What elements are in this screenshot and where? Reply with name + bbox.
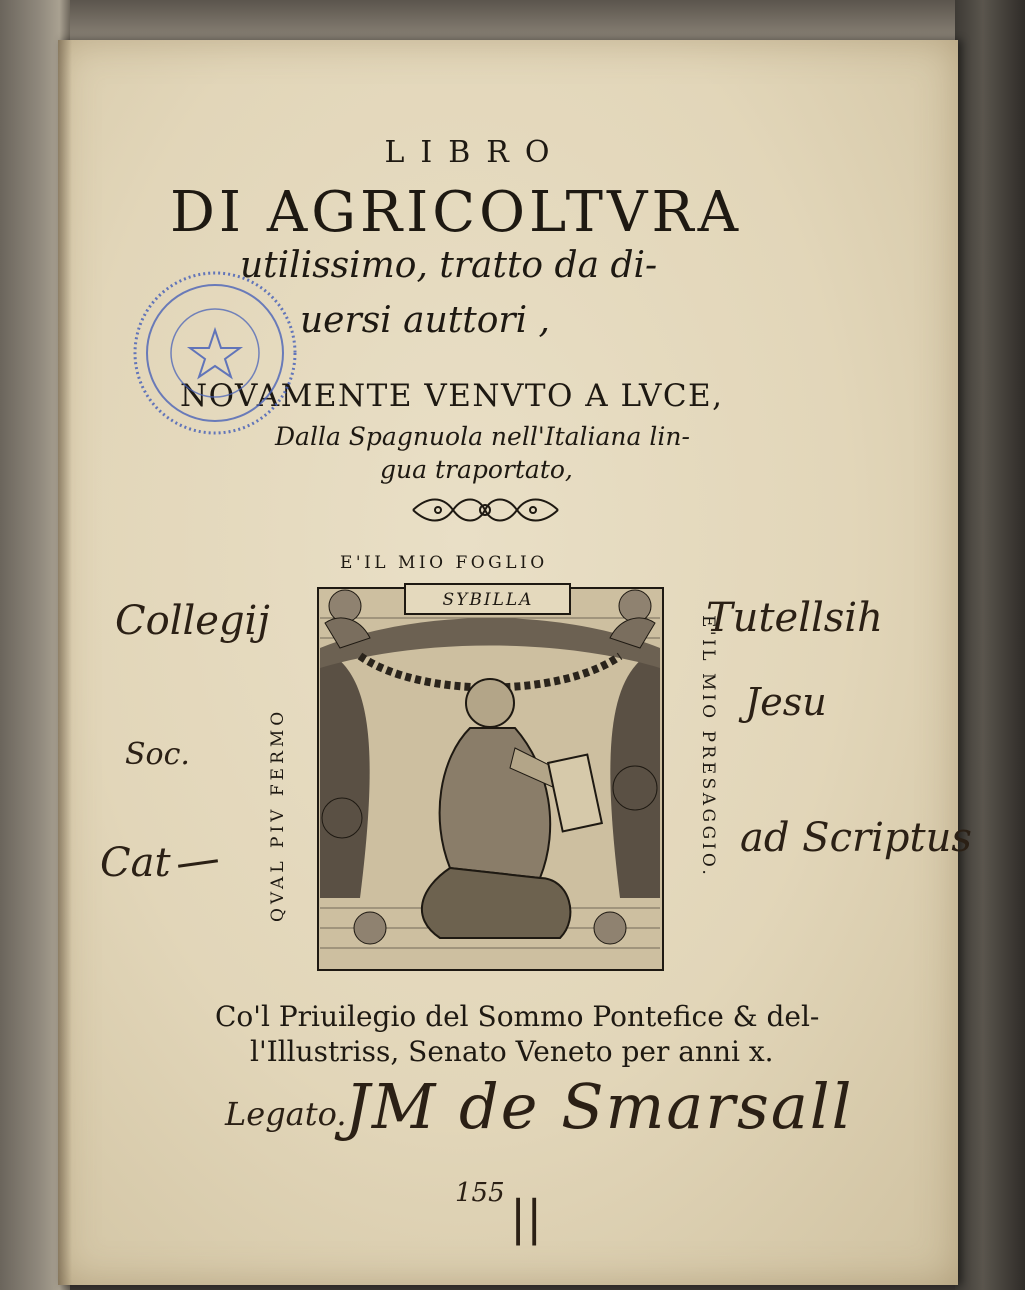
title-line-libro: LIBRO	[384, 135, 566, 170]
handwriting-legato: Legato.	[225, 1095, 347, 1133]
page-gutter-shadow	[58, 40, 72, 1285]
handwriting-ad-scriptus: ad Scriptus	[740, 815, 972, 861]
handwriting-jesu: Jesu	[745, 680, 827, 724]
handwriting-shelfmark-mark: ||	[510, 1190, 543, 1246]
subtitle-line-4: Dalla Spagnuola nell'Italiana lin-	[275, 422, 690, 451]
handwriting-tutellsih: Tutellsih	[706, 595, 883, 641]
title-line-agricoltura: DI AGRICOLTVRA	[170, 180, 743, 245]
motto-left: QVAL PIV FERMO	[268, 707, 288, 922]
subtitle-line-3: NOVAMENTE VENVTO A LVCE,	[180, 378, 724, 414]
subtitle-line-2: uersi auttori ,	[300, 300, 550, 341]
handwriting-cat: Cat	[100, 840, 171, 886]
handwriting-soc: Soc.	[125, 737, 190, 772]
woodcut-banner-label: SYBILLA	[442, 590, 534, 610]
sibyl-woodcut-illustration	[300, 578, 678, 973]
subtitle-line-5: gua traportato,	[380, 455, 573, 484]
book-cover-top	[40, 0, 1025, 40]
privilege-line-1: Co'l Priuilegio del Sommo Pontefice & del-	[215, 1000, 820, 1033]
handwriting-collegij: Collegij	[115, 598, 270, 644]
subtitle-line-1: utilissimo, tratto da di-	[240, 245, 658, 286]
handwriting-signature: JM de Smarsall	[345, 1070, 854, 1143]
privilege-line-2: l'Illustriss, Senato Veneto per anni x.	[250, 1035, 774, 1068]
handwriting-shelfmark-number: 155	[455, 1178, 505, 1208]
motto-top: E'IL MIO FOGLIO	[340, 553, 548, 573]
book-cover-right	[955, 0, 1025, 1290]
motto-right: E'IL MIO PRESAGGIO.	[698, 615, 718, 879]
printers-ornament	[408, 494, 563, 526]
